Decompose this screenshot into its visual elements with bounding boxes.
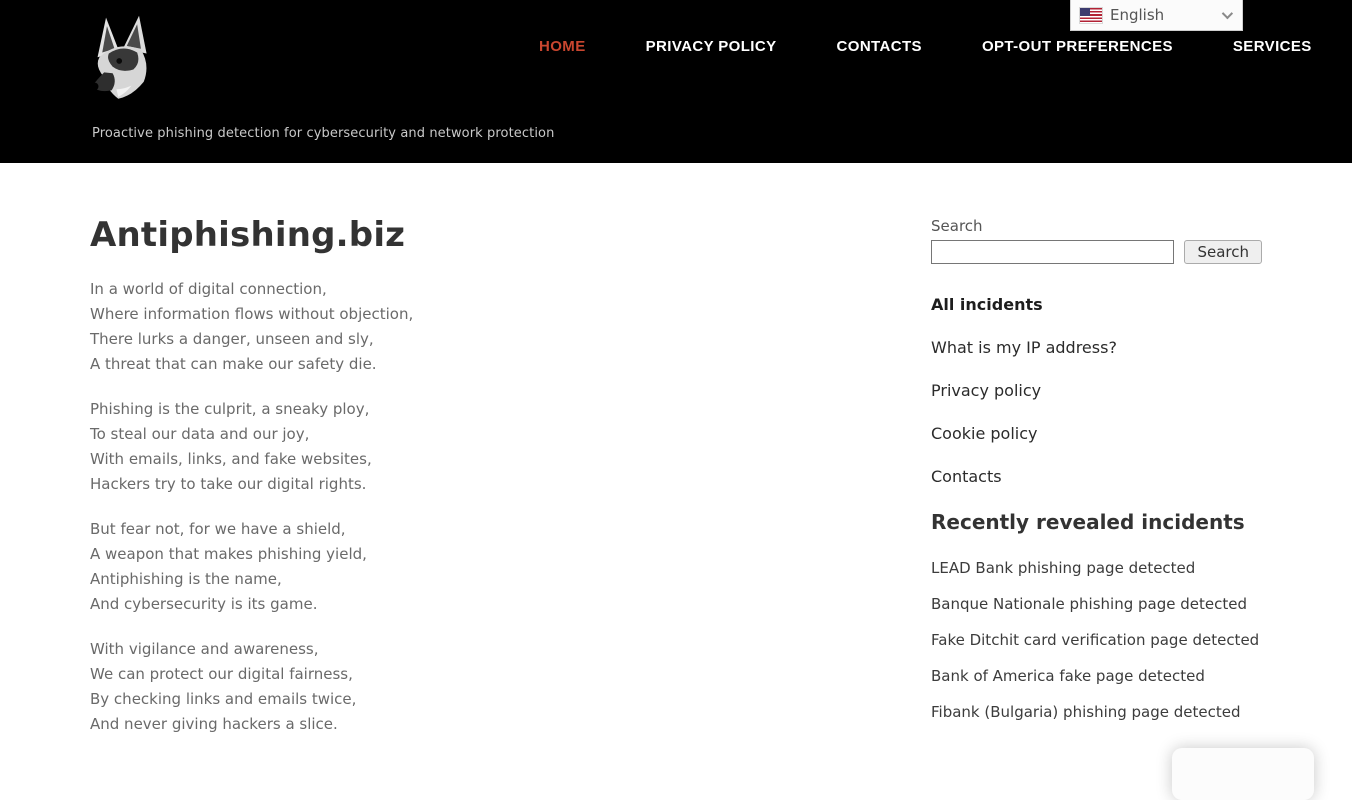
- page-title: Antiphishing.biz: [90, 215, 406, 255]
- language-label: English: [1110, 6, 1165, 24]
- page-body: [0, 163, 1352, 757]
- incident-link[interactable]: Fibank (Bulgaria) phishing page detected: [931, 703, 1241, 721]
- search-button[interactable]: Search: [1184, 240, 1262, 264]
- incident-link[interactable]: Banque Nationale phishing page detected: [931, 595, 1247, 613]
- poem-line: Where information flows without objection,: [90, 305, 414, 323]
- nav-item-contacts[interactable]: CONTACTS: [836, 38, 922, 55]
- chevron-down-icon: [1222, 8, 1233, 19]
- poem: [90, 277, 710, 737]
- sidebar-item-contacts[interactable]: Contacts: [931, 467, 1002, 486]
- poem-line: There lurks a danger, unseen and sly,: [90, 330, 374, 348]
- recent-incidents-heading: Recently revealed incidents: [931, 510, 1245, 534]
- poem-line: Hackers try to take our digital rights.: [90, 475, 367, 493]
- us-flag-icon: [1080, 8, 1102, 23]
- poem-line: A threat that can make our safety die.: [90, 355, 377, 373]
- incident-link[interactable]: LEAD Bank phishing page detected: [931, 559, 1196, 577]
- search-form: [931, 240, 1262, 264]
- nav-item-services[interactable]: SERVICES: [1232, 38, 1312, 55]
- site-header: [0, 0, 1352, 163]
- poem-line: In a world of digital connection,: [90, 280, 327, 298]
- search-input[interactable]: [931, 240, 1174, 264]
- sidebar-menu: [931, 295, 1262, 486]
- incident-link[interactable]: Bank of America fake page detected: [931, 667, 1205, 685]
- incident-link[interactable]: Fake Ditchit card verification page detected: [931, 631, 1260, 649]
- sidebar-item-cookie-policy[interactable]: Cookie policy: [931, 424, 1038, 443]
- recent-incidents-list: [931, 558, 1262, 722]
- site-tagline: Proactive phishing detection for cybersecurity and network protection: [92, 126, 555, 141]
- poem-line: With emails, links, and fake websites,: [90, 450, 372, 468]
- poem-line: And cybersecurity is its game.: [90, 595, 318, 613]
- german-shepherd-dog-logo-icon[interactable]: [90, 12, 156, 110]
- main-nav: [539, 38, 1312, 55]
- main-content: [90, 163, 710, 757]
- nav-item-opt-out-preferences[interactable]: OPT-OUT PREFERENCES: [981, 38, 1173, 55]
- poem-stanza: [90, 277, 710, 377]
- poem-line: Phishing is the culprit, a sneaky ploy,: [90, 400, 370, 418]
- sidebar-item-all-incidents[interactable]: All incidents: [931, 295, 1043, 314]
- nav-item-home[interactable]: HOME: [539, 38, 586, 55]
- poem-line: Antiphishing is the name,: [90, 570, 282, 588]
- search-label: Search: [931, 217, 983, 235]
- poem-line: A weapon that makes phishing yield,: [90, 545, 367, 563]
- poem-line: To steal our data and our joy,: [90, 425, 310, 443]
- nav-item-privacy-policy[interactable]: PRIVACY POLICY: [645, 38, 777, 55]
- sidebar-item-ip-address[interactable]: What is my IP address?: [931, 338, 1117, 357]
- poem-stanza: [90, 517, 710, 617]
- poem-line: With vigilance and awareness,: [90, 640, 319, 658]
- poem-line: But fear not, for we have a shield,: [90, 520, 346, 538]
- cookie-consent-widget[interactable]: [1172, 748, 1314, 800]
- poem-line: And never giving hackers a slice.: [90, 715, 338, 733]
- poem-line: By checking links and emails twice,: [90, 690, 357, 708]
- poem-stanza: [90, 637, 710, 737]
- poem-stanza: [90, 397, 710, 497]
- language-selector[interactable]: [1070, 0, 1243, 31]
- sidebar-item-privacy-policy[interactable]: Privacy policy: [931, 381, 1042, 400]
- sidebar: [931, 163, 1262, 738]
- poem-line: We can protect our digital fairness,: [90, 665, 353, 683]
